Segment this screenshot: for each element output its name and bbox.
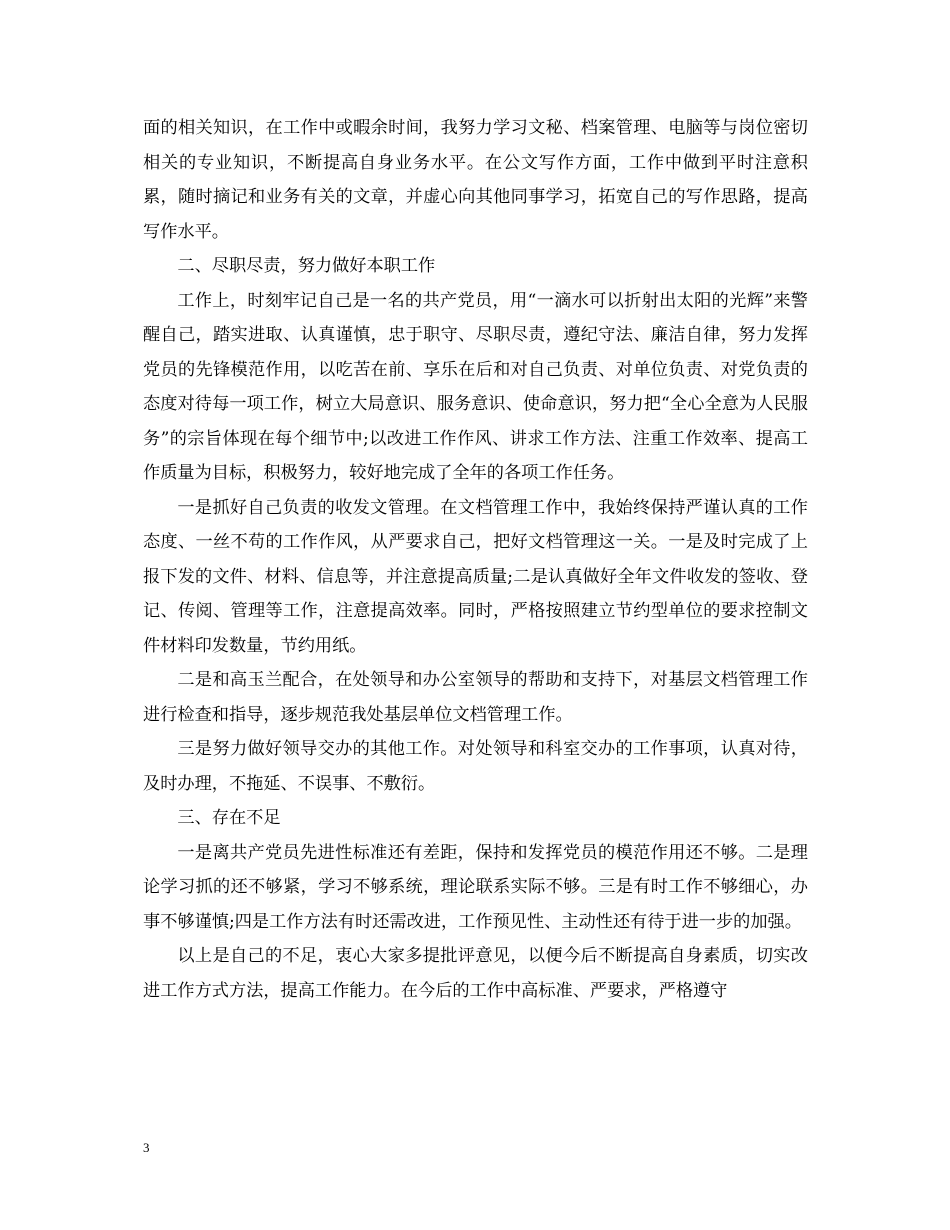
section-heading-duties: 二、尽职尽责，努力做好本职工作: [177, 256, 436, 276]
document-body: [143, 111, 808, 1008]
paragraph-shortcomings: 一是离共产党员先进性标准还有差距，保持和发挥党员的模范作用还不够。二是理论学习抓的还不够紧，学习不够系统，理论联系实际不够。三是有时工作不够细心，办事不够谨慎;四是工作方法有时还需改进，工作预见性、主动性还有待于进一步的加强。: [143, 842, 808, 932]
paragraph-conclusion: 以上是自己的不足，衷心大家多提批评意见，以便今后不断提高自身素质，切实改进工作方式方法，提高工作能力。在今后的工作中高标准、严要求，严格遵守: [143, 946, 808, 1001]
section-heading-shortcomings: 三、存在不足: [177, 808, 281, 828]
page-number: 3: [143, 1140, 150, 1155]
paragraph-continuation: 面的相关知识，在工作中或暇余时间，我努力学习文秘、档案管理、电脑等与岗位密切相关的专业知识，不断提高自身业务水平。在公文写作方面，工作中做到平时注意积累，随时摘记和业务有关的文章，并虚心向其他同事学习，拓宽自己的写作思路，提高写作水平。: [143, 118, 808, 242]
paragraph-document-management: 一是抓好自己负责的收发文管理。在文档管理工作中，我始终保持严谨认真的工作态度、一丝不苟的工作作风，从严要求自己，把好文档管理这一关。一是及时完成了上报下发的文件、材料、信息等，并注意提高质量;二是认真做好全年文件收发的签收、登记、传阅、管理等工作，注意提高效率。同时，严格按照建立节约型单位的要求控制文件材料印发数量，节约用纸。: [143, 497, 808, 656]
paragraph-other-tasks: 三是努力做好领导交办的其他工作。对处领导和科室交办的工作事项，认真对待，及时办理，不拖延、不误事、不敷衍。: [143, 739, 808, 794]
paragraph-grassroots-inspection: 二是和高玉兰配合，在处领导和办公室领导的帮助和支持下，对基层文档管理工作进行检查和指导，逐步规范我处基层单位文档管理工作。: [143, 670, 808, 725]
paragraph-work-attitude: 工作上，时刻牢记自己是一名的共产党员，用“一滴水可以折射出太阳的光辉”来警醒自己，踏实进取、认真谨慎，忠于职守、尽职尽责，遵纪守法、廉洁自律，努力发挥党员的先锋模范作用，以吃苦在前、享乐在后和对自己负责、对单位负责、对党负责的态度对待每一项工作，树立大局意识、服务意识、使命意识，努力把“全心全意为人民服务”的宗旨体现在每个细节中;以改进工作作风、讲求工作方法、注重工作效率、提高工作质量为目标，积极努力，较好地完成了全年的各项工作任务。: [143, 290, 808, 483]
